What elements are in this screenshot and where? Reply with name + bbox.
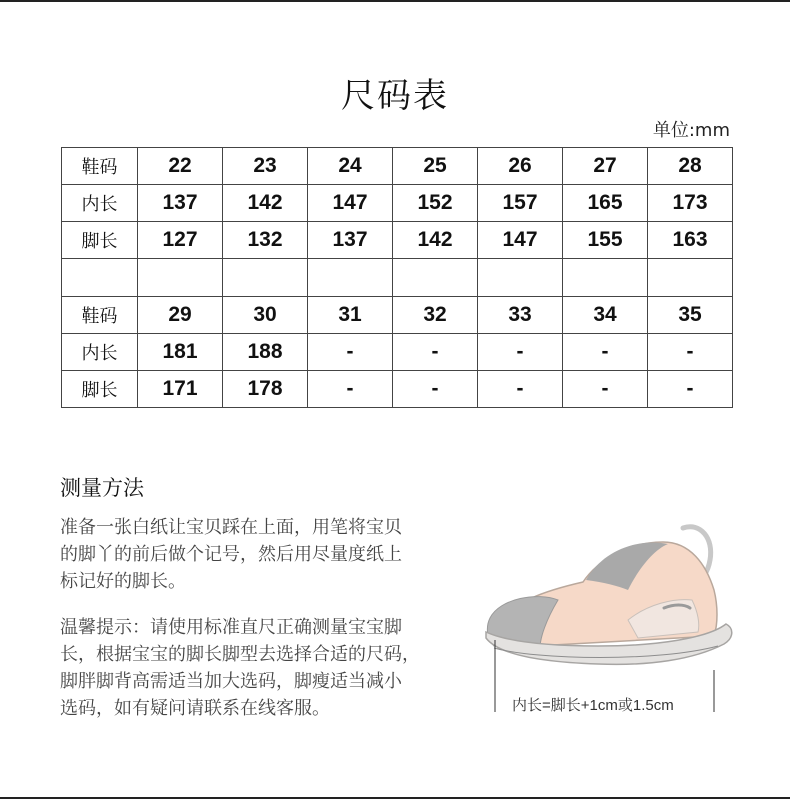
- size-cell: -: [393, 371, 478, 408]
- blank-row: [62, 259, 733, 297]
- size-cell: 32: [393, 297, 478, 334]
- size-cell: -: [563, 371, 648, 408]
- bottom-rule: [0, 797, 790, 799]
- size-row: [62, 371, 733, 408]
- size-row: [62, 334, 733, 371]
- blank-cell: [62, 259, 138, 297]
- size-cell: 147: [478, 222, 563, 259]
- size-cell: 28: [648, 148, 733, 185]
- inner-length-formula: 内长=脚长+1cm或1.5cm: [512, 697, 674, 714]
- size-cell: 34: [563, 297, 648, 334]
- row-label: 脚长: [62, 222, 138, 259]
- size-cell: -: [393, 334, 478, 371]
- size-cell: 127: [138, 222, 223, 259]
- unit-label: 单位:mm: [652, 120, 730, 141]
- size-row: [62, 297, 733, 334]
- size-cell: -: [308, 334, 393, 371]
- size-cell: -: [648, 334, 733, 371]
- size-row: [62, 222, 733, 259]
- size-cell: -: [563, 334, 648, 371]
- blank-cell: [563, 259, 648, 297]
- size-cell: 181: [138, 334, 223, 371]
- size-cell: 25: [393, 148, 478, 185]
- top-rule: [0, 0, 790, 2]
- row-label: 鞋码: [62, 148, 138, 185]
- size-cell: 29: [138, 297, 223, 334]
- size-cell: 142: [223, 185, 308, 222]
- tip-line: 温馨提示：请使用标准直尺正确测量宝宝脚: [60, 617, 402, 638]
- size-cell: 24: [308, 148, 393, 185]
- size-cell: 31: [308, 297, 393, 334]
- size-cell: 23: [223, 148, 308, 185]
- measure-method-title: 测量方法: [60, 476, 144, 500]
- size-cell: 163: [648, 222, 733, 259]
- instruction-line: 标记好的脚长。: [60, 571, 186, 592]
- size-cell: 188: [223, 334, 308, 371]
- size-cell: -: [308, 371, 393, 408]
- size-cell: 132: [223, 222, 308, 259]
- size-cell: 155: [563, 222, 648, 259]
- blank-cell: [648, 259, 733, 297]
- size-cell: 178: [223, 371, 308, 408]
- blank-cell: [138, 259, 223, 297]
- tip-line: 脚胖脚背高需适当加大选码，脚瘦适当减小: [60, 671, 402, 692]
- size-row: [62, 148, 733, 185]
- size-cell: 147: [308, 185, 393, 222]
- blank-cell: [393, 259, 478, 297]
- size-row: [62, 185, 733, 222]
- page-title: 尺码表: [341, 76, 449, 116]
- measure-instructions: [60, 514, 445, 595]
- size-cell: 173: [648, 185, 733, 222]
- size-cell: 22: [138, 148, 223, 185]
- size-cell: 33: [478, 297, 563, 334]
- size-cell: 26: [478, 148, 563, 185]
- size-cell: 35: [648, 297, 733, 334]
- blank-cell: [478, 259, 563, 297]
- blank-cell: [223, 259, 308, 297]
- size-cell: 30: [223, 297, 308, 334]
- shoe-illustration: [478, 520, 740, 720]
- row-label: 内长: [62, 185, 138, 222]
- size-cell: 137: [308, 222, 393, 259]
- row-label: 脚长: [62, 371, 138, 408]
- warm-tips: [60, 614, 445, 722]
- tip-line: 长，根据宝宝的脚长脚型去选择合适的尺码，: [60, 644, 420, 665]
- tip-line: 选码，如有疑问请联系在线客服。: [60, 698, 330, 719]
- size-cell: 171: [138, 371, 223, 408]
- blank-cell: [308, 259, 393, 297]
- size-cell: 142: [393, 222, 478, 259]
- size-cell: 165: [563, 185, 648, 222]
- size-cell: -: [478, 371, 563, 408]
- instruction-line: 准备一张白纸让宝贝踩在上面，用笔将宝贝: [60, 517, 402, 538]
- instruction-line: 的脚丫的前后做个记号，然后用尽量度纸上: [60, 544, 402, 565]
- row-label: 鞋码: [62, 297, 138, 334]
- size-cell: 27: [563, 148, 648, 185]
- size-cell: 157: [478, 185, 563, 222]
- size-chart-table: [61, 147, 733, 408]
- size-cell: 152: [393, 185, 478, 222]
- size-cell: -: [478, 334, 563, 371]
- size-cell: 137: [138, 185, 223, 222]
- row-label: 内长: [62, 334, 138, 371]
- size-cell: -: [648, 371, 733, 408]
